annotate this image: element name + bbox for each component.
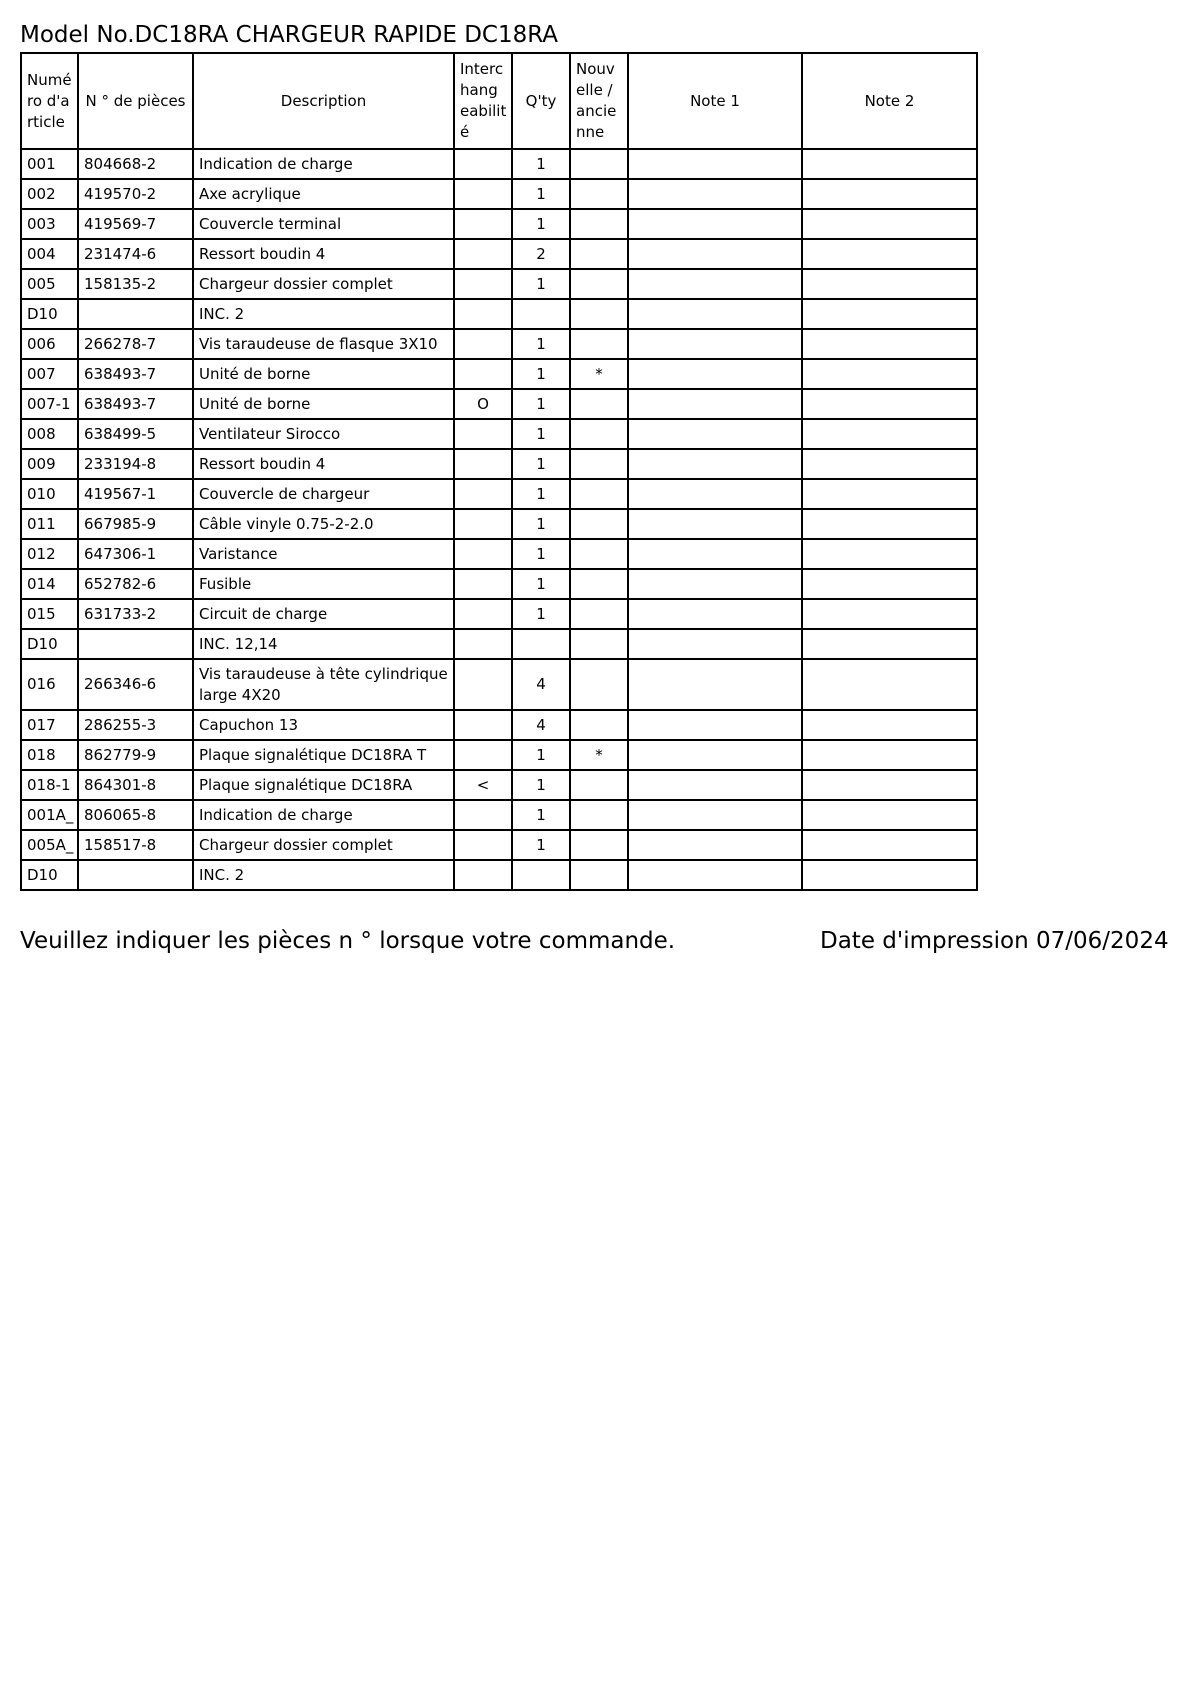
cell-note-1 [628, 299, 802, 329]
cell-part-number: 158517-8 [78, 830, 193, 860]
cell-note-1 [628, 629, 802, 659]
cell-note-2 [802, 629, 977, 659]
cell-quantity: 1 [512, 479, 570, 509]
cell-interchangeability [454, 860, 512, 890]
cell-note-2 [802, 509, 977, 539]
cell-quantity: 1 [512, 419, 570, 449]
column-header-quantity: Q'ty [512, 53, 570, 149]
cell-new-old [570, 389, 628, 419]
cell-note-1 [628, 449, 802, 479]
cell-note-1 [628, 359, 802, 389]
cell-new-old [570, 269, 628, 299]
cell-interchangeability [454, 539, 512, 569]
cell-quantity: 1 [512, 149, 570, 179]
cell-part-number: 286255-3 [78, 710, 193, 740]
cell-interchangeability [454, 239, 512, 269]
cell-note-1 [628, 329, 802, 359]
table-header-row [21, 53, 977, 149]
cell-new-old [570, 479, 628, 509]
cell-new-old: * [570, 359, 628, 389]
cell-note-1 [628, 179, 802, 209]
cell-note-1 [628, 830, 802, 860]
cell-item-number: 007 [21, 359, 78, 389]
cell-part-number: 862779-9 [78, 740, 193, 770]
cell-quantity [512, 860, 570, 890]
cell-note-1 [628, 770, 802, 800]
cell-note-2 [802, 239, 977, 269]
cell-new-old [570, 509, 628, 539]
cell-item-number: 018 [21, 740, 78, 770]
cell-quantity: 1 [512, 770, 570, 800]
cell-item-number: 017 [21, 710, 78, 740]
order-instruction-note: Veuillez indiquer les pièces n ° lorsque votre commande. [20, 928, 676, 954]
table-row [21, 830, 977, 860]
table-row [21, 149, 977, 179]
cell-part-number: 158135-2 [78, 269, 193, 299]
cell-description: Câble vinyle 0.75-2-2.0 [193, 509, 454, 539]
cell-description: Ventilateur Sirocco [193, 419, 454, 449]
column-header-description: Description [193, 53, 454, 149]
cell-interchangeability [454, 419, 512, 449]
cell-new-old [570, 329, 628, 359]
cell-part-number: 806065-8 [78, 800, 193, 830]
cell-new-old [570, 629, 628, 659]
cell-note-2 [802, 269, 977, 299]
table-row [21, 629, 977, 659]
cell-quantity: 1 [512, 389, 570, 419]
cell-description: Unité de borne [193, 389, 454, 419]
cell-note-1 [628, 659, 802, 710]
cell-part-number: 419569-7 [78, 209, 193, 239]
cell-item-number: 006 [21, 329, 78, 359]
column-header-note-1: Note 1 [628, 53, 802, 149]
table-row [21, 329, 977, 359]
cell-note-1 [628, 419, 802, 449]
cell-note-1 [628, 740, 802, 770]
table-row [21, 359, 977, 389]
cell-new-old [570, 599, 628, 629]
cell-quantity: 1 [512, 740, 570, 770]
cell-note-2 [802, 389, 977, 419]
cell-quantity: 1 [512, 539, 570, 569]
column-header-new-old: Nouv elle / ancie nne [570, 53, 628, 149]
cell-note-2 [802, 860, 977, 890]
cell-part-number: 667985-9 [78, 509, 193, 539]
cell-part-number [78, 629, 193, 659]
cell-description: Unité de borne [193, 359, 454, 389]
cell-note-1 [628, 860, 802, 890]
cell-new-old [570, 299, 628, 329]
cell-interchangeability [454, 299, 512, 329]
cell-description: Chargeur dossier complet [193, 269, 454, 299]
column-header-item-number: Numé ro d'a rticle [21, 53, 78, 149]
cell-quantity [512, 299, 570, 329]
cell-quantity: 1 [512, 599, 570, 629]
cell-note-1 [628, 800, 802, 830]
cell-note-1 [628, 269, 802, 299]
cell-item-number: 007-1 [21, 389, 78, 419]
cell-note-2 [802, 209, 977, 239]
cell-interchangeability [454, 710, 512, 740]
page-title: Model No.DC18RA CHARGEUR RAPIDE DC18RA [20, 22, 559, 48]
cell-note-1 [628, 569, 802, 599]
cell-new-old [570, 569, 628, 599]
cell-description: Couvercle de chargeur [193, 479, 454, 509]
table-row [21, 179, 977, 209]
cell-new-old [570, 149, 628, 179]
cell-description: Ressort boudin 4 [193, 239, 454, 269]
cell-new-old [570, 239, 628, 269]
cell-note-2 [802, 800, 977, 830]
column-header-note-2: Note 2 [802, 53, 977, 149]
cell-interchangeability [454, 149, 512, 179]
cell-description: Plaque signalétique DC18RA T [193, 740, 454, 770]
cell-description: Axe acrylique [193, 179, 454, 209]
parts-table [20, 52, 978, 891]
cell-description: Indication de charge [193, 149, 454, 179]
table-row [21, 299, 977, 329]
table-row [21, 419, 977, 449]
table-row [21, 659, 977, 710]
cell-interchangeability [454, 179, 512, 209]
cell-note-1 [628, 239, 802, 269]
cell-item-number: 018-1 [21, 770, 78, 800]
cell-note-2 [802, 449, 977, 479]
cell-interchangeability [454, 479, 512, 509]
print-date: Date d'impression 07/06/2024 [820, 928, 1169, 954]
cell-new-old [570, 539, 628, 569]
cell-part-number [78, 299, 193, 329]
column-header-part-number: N ° de pièces [78, 53, 193, 149]
table-row [21, 479, 977, 509]
cell-part-number: 638499-5 [78, 419, 193, 449]
cell-interchangeability: < [454, 770, 512, 800]
table-row [21, 599, 977, 629]
cell-description: Vis taraudeuse de flasque 3X10 [193, 329, 454, 359]
cell-new-old [570, 209, 628, 239]
cell-item-number: 008 [21, 419, 78, 449]
cell-description: Fusible [193, 569, 454, 599]
cell-item-number: D10 [21, 860, 78, 890]
cell-interchangeability [454, 659, 512, 710]
cell-item-number: 014 [21, 569, 78, 599]
cell-item-number: 001A_ [21, 800, 78, 830]
cell-quantity: 1 [512, 800, 570, 830]
cell-note-1 [628, 599, 802, 629]
cell-note-2 [802, 539, 977, 569]
cell-part-number: 804668-2 [78, 149, 193, 179]
table-row [21, 449, 977, 479]
cell-item-number: D10 [21, 629, 78, 659]
cell-part-number: 631733-2 [78, 599, 193, 629]
cell-interchangeability [454, 509, 512, 539]
cell-description: Circuit de charge [193, 599, 454, 629]
column-header-interchangeability: Interc hang eabilit é [454, 53, 512, 149]
cell-item-number: 004 [21, 239, 78, 269]
cell-new-old [570, 830, 628, 860]
cell-item-number: 015 [21, 599, 78, 629]
cell-new-old [570, 770, 628, 800]
cell-note-2 [802, 770, 977, 800]
cell-description: Ressort boudin 4 [193, 449, 454, 479]
cell-note-2 [802, 299, 977, 329]
cell-quantity [512, 629, 570, 659]
cell-part-number: 638493-7 [78, 359, 193, 389]
cell-quantity: 1 [512, 569, 570, 599]
cell-interchangeability [454, 740, 512, 770]
cell-interchangeability [454, 569, 512, 599]
table-row [21, 509, 977, 539]
table-row [21, 710, 977, 740]
cell-description: Plaque signalétique DC18RA [193, 770, 454, 800]
cell-quantity: 2 [512, 239, 570, 269]
cell-interchangeability [454, 269, 512, 299]
cell-note-1 [628, 149, 802, 179]
cell-interchangeability [454, 449, 512, 479]
cell-note-1 [628, 479, 802, 509]
cell-item-number: 005A_ [21, 830, 78, 860]
table-row [21, 269, 977, 299]
cell-part-number: 419570-2 [78, 179, 193, 209]
table-row [21, 389, 977, 419]
cell-note-1 [628, 389, 802, 419]
cell-interchangeability: O [454, 389, 512, 419]
cell-note-2 [802, 830, 977, 860]
cell-note-1 [628, 710, 802, 740]
cell-interchangeability [454, 830, 512, 860]
cell-new-old [570, 800, 628, 830]
table-row [21, 800, 977, 830]
cell-new-old [570, 659, 628, 710]
table-row [21, 209, 977, 239]
table-row [21, 239, 977, 269]
cell-new-old [570, 860, 628, 890]
cell-note-2 [802, 419, 977, 449]
cell-item-number: 005 [21, 269, 78, 299]
cell-description: Varistance [193, 539, 454, 569]
cell-item-number: 012 [21, 539, 78, 569]
cell-description: Vis taraudeuse à tête cylindrique large 4X20 [193, 659, 454, 710]
cell-item-number: 001 [21, 149, 78, 179]
cell-part-number: 638493-7 [78, 389, 193, 419]
cell-interchangeability [454, 359, 512, 389]
table-row [21, 569, 977, 599]
cell-description: INC. 12,14 [193, 629, 454, 659]
cell-new-old: * [570, 740, 628, 770]
cell-note-2 [802, 599, 977, 629]
cell-quantity: 1 [512, 179, 570, 209]
cell-description: INC. 2 [193, 860, 454, 890]
cell-interchangeability [454, 209, 512, 239]
cell-item-number: 002 [21, 179, 78, 209]
cell-part-number: 419567-1 [78, 479, 193, 509]
cell-note-2 [802, 479, 977, 509]
cell-quantity: 4 [512, 710, 570, 740]
cell-part-number [78, 860, 193, 890]
cell-interchangeability [454, 329, 512, 359]
cell-note-2 [802, 740, 977, 770]
cell-quantity: 1 [512, 449, 570, 479]
cell-description: Couvercle terminal [193, 209, 454, 239]
cell-note-2 [802, 569, 977, 599]
cell-quantity: 1 [512, 509, 570, 539]
table-row [21, 770, 977, 800]
cell-quantity: 1 [512, 209, 570, 239]
cell-note-1 [628, 209, 802, 239]
cell-note-2 [802, 149, 977, 179]
cell-note-1 [628, 509, 802, 539]
cell-item-number: 016 [21, 659, 78, 710]
cell-interchangeability [454, 629, 512, 659]
cell-quantity: 1 [512, 329, 570, 359]
cell-note-2 [802, 329, 977, 359]
cell-quantity: 1 [512, 830, 570, 860]
cell-item-number: 010 [21, 479, 78, 509]
cell-item-number: 003 [21, 209, 78, 239]
cell-quantity: 4 [512, 659, 570, 710]
cell-part-number: 233194-8 [78, 449, 193, 479]
cell-item-number: 011 [21, 509, 78, 539]
cell-quantity: 1 [512, 359, 570, 389]
cell-quantity: 1 [512, 269, 570, 299]
cell-part-number: 266278-7 [78, 329, 193, 359]
table-row [21, 860, 977, 890]
cell-part-number: 652782-6 [78, 569, 193, 599]
cell-new-old [570, 179, 628, 209]
cell-part-number: 231474-6 [78, 239, 193, 269]
table-row [21, 740, 977, 770]
cell-new-old [570, 419, 628, 449]
cell-new-old [570, 710, 628, 740]
cell-note-2 [802, 359, 977, 389]
cell-note-2 [802, 179, 977, 209]
cell-interchangeability [454, 599, 512, 629]
cell-note-1 [628, 539, 802, 569]
cell-new-old [570, 449, 628, 479]
cell-description: INC. 2 [193, 299, 454, 329]
cell-part-number: 266346-6 [78, 659, 193, 710]
cell-description: Chargeur dossier complet [193, 830, 454, 860]
cell-item-number: 009 [21, 449, 78, 479]
cell-part-number: 864301-8 [78, 770, 193, 800]
parts-table-body [21, 149, 977, 890]
cell-item-number: D10 [21, 299, 78, 329]
cell-description: Indication de charge [193, 800, 454, 830]
cell-part-number: 647306-1 [78, 539, 193, 569]
table-row [21, 539, 977, 569]
cell-note-2 [802, 659, 977, 710]
cell-note-2 [802, 710, 977, 740]
cell-interchangeability [454, 800, 512, 830]
cell-description: Capuchon 13 [193, 710, 454, 740]
